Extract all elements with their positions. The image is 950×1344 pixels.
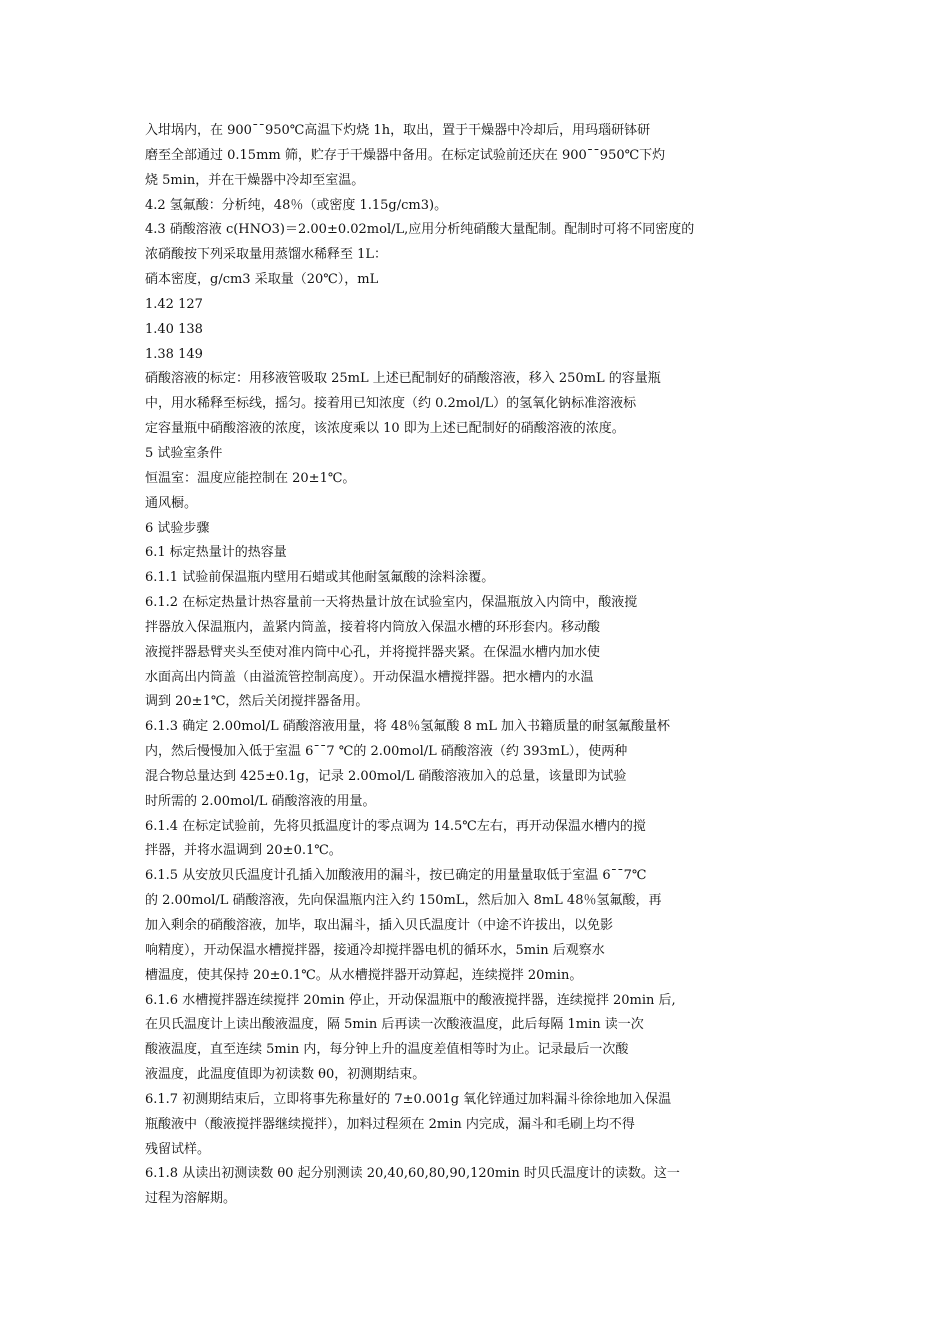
text-line: 烧 5min，并在干燥器中冷却至室温。 bbox=[145, 172, 365, 188]
text-line: 6.1.5 从安放贝氏温度计孔插入加酸液用的漏斗，按已确定的用量量取低于室温 6¯¯7℃ bbox=[145, 868, 647, 884]
text-line: 中，用水稀释至标线，摇匀。接着用已知浓度（约 0.2mol/L）的氢氧化钠标准溶液标 bbox=[145, 396, 637, 412]
text-line: 定容量瓶中硝酸溶液的浓度，该浓度乘以 10 即为上述已配制好的硝酸溶液的浓度。 bbox=[145, 421, 625, 437]
text-line: 6.1 标定热量计的热容量 bbox=[145, 545, 287, 561]
text-line: 瓶酸液中（酸液搅拌器继续搅拌），加料过程须在 2min 内完成，漏斗和毛刷上均不得 bbox=[145, 1116, 635, 1132]
text-line: 响精度），开动保温水槽搅拌器，接通冷却搅拌器电机的循环水，5min 后观察水 bbox=[145, 942, 605, 958]
text-line: 5 试验室条件 bbox=[145, 445, 223, 461]
text-line: 1.42 127 bbox=[145, 296, 203, 312]
text-line: 过程为溶解期。 bbox=[145, 1191, 237, 1207]
text-line: 通风橱。 bbox=[145, 495, 198, 511]
text-line: 槽温度，使其保持 20±0.1℃。从水槽搅拌器开动算起，连续搅拌 20min。 bbox=[145, 967, 583, 983]
text-line: 残留试样。 bbox=[145, 1141, 211, 1157]
text-line: 磨至全部通过 0.15mm 筛，贮存于干燥器中备用。在标定试验前还庆在 900¯¯950℃下灼 bbox=[145, 147, 666, 163]
text-line: 浓硝酸按下列采取量用蒸馏水稀释至 1L： bbox=[145, 247, 388, 263]
text-line: 6.1.2 在标定热量计热容量前一天将热量计放在试验室内，保温瓶放入内筒中，酸液搅 bbox=[145, 595, 638, 611]
text-line: 6.1.3 确定 2.00mol/L 硝酸溶液用量，将 48％氢氟酸 8 mL 加入书籍质量的耐氢氟酸量杯 bbox=[145, 719, 671, 735]
text-line: 1.40 138 bbox=[145, 321, 203, 337]
text-line: 的 2.00mol/L 硝酸溶液，先向保温瓶内注入约 150mL，然后加入 8mL 48％氢氟酸，再 bbox=[145, 893, 662, 909]
text-line: 在贝氏温度计上读出酸液温度，隔 5min 后再读一次酸液温度，此后每隔 1min 读一次 bbox=[145, 1017, 644, 1033]
text-line: 液搅拌器悬臂夹头至使对准内筒中心孔，并将搅拌器夹紧。在保温水槽内加水使 bbox=[145, 644, 601, 660]
text-line: 6.1.7 初测期结束后，立即将事先称量好的 7±0.001g 氧化锌通过加料漏斗徐徐地加入保温 bbox=[145, 1091, 672, 1107]
text-line: 1.38 149 bbox=[145, 346, 203, 362]
text-line: 硝酸溶液的标定：用移液管吸取 25mL 上述已配制好的硝酸溶液，移入 250mL 的容量瓶 bbox=[145, 371, 661, 387]
text-line: 加入剩余的硝酸溶液，加毕，取出漏斗，插入贝氏温度计（中途不许拔出，以免影 bbox=[145, 918, 614, 933]
text-line: 液温度，此温度值即为初读数 θ0，初测期结束。 bbox=[145, 1067, 426, 1083]
text-line: 入坩埚内，在 900¯¯950℃高温下灼烧 1h，取出，置于干燥器中冷却后，用玛瑙研钵研 bbox=[145, 123, 651, 138]
text-line: 6.1.4 在标定试验前，先将贝抵温度计的零点调为 14.5℃左右，再开动保温水槽内的搅 bbox=[145, 818, 646, 834]
text-line: 调到 20±1℃，然后关闭搅拌器备用。 bbox=[145, 694, 369, 710]
text-line: 内，然后慢慢加入低于室温 6¯¯7 ℃的 2.00mol/L 硝酸溶液（约 393mL），使两种 bbox=[145, 744, 628, 760]
text-line: 水面高出内筒盖（由溢流管控制高度）。开动保温水槽搅拌器。把水槽内的水温 bbox=[145, 669, 594, 685]
document-body bbox=[145, 119, 745, 1212]
text-line: 拌器，并将水温调到 20±0.1℃。 bbox=[145, 843, 342, 859]
text-line: 4.2 氢氟酸：分析纯，48％（或密度 1.15g/cm3)。 bbox=[145, 197, 448, 213]
text-line: 6.1.8 从读出初测读数 θ0 起分别测读 20,40,60,80,90,120min 时贝氏温度计的读数。这一 bbox=[145, 1166, 680, 1182]
text-line: 硝本密度，g/cm3 采取量（20℃），mL bbox=[145, 272, 379, 288]
text-line: 6 试验步骤 bbox=[145, 520, 210, 536]
text-line: 时所需的 2.00mol/L 硝酸溶液的用量。 bbox=[145, 793, 376, 809]
text-line: 混合物总量达到 425±0.1g，记录 2.00mol/L 硝酸溶液加入的总量，该量即为试验 bbox=[145, 768, 627, 784]
text-line: 恒温室：温度应能控制在 20±1℃。 bbox=[145, 470, 356, 486]
text-line: 6.1.1 试验前保温瓶内壁用石蜡或其他耐氢氟酸的涂料涂覆。 bbox=[145, 570, 495, 586]
text-line: 6.1.6 水槽搅拌器连续搅拌 20min 停止，开动保温瓶中的酸液搅拌器，连续搅拌 20min 后, bbox=[145, 992, 676, 1008]
text-line: 酸液温度，直至连续 5min 内，每分钟上升的温度差值相等时为止。记录最后一次酸 bbox=[145, 1042, 629, 1058]
text-line: 4.3 硝酸溶液 c(HNO3)＝2.00±0.02mol/L,应用分析纯硝酸大量配制。配制时可将不同密度的 bbox=[145, 222, 695, 238]
text-line: 拌器放入保温瓶内，盖紧内筒盖，接着将内筒放入保温水槽的环形套内。移动酸 bbox=[145, 619, 601, 635]
